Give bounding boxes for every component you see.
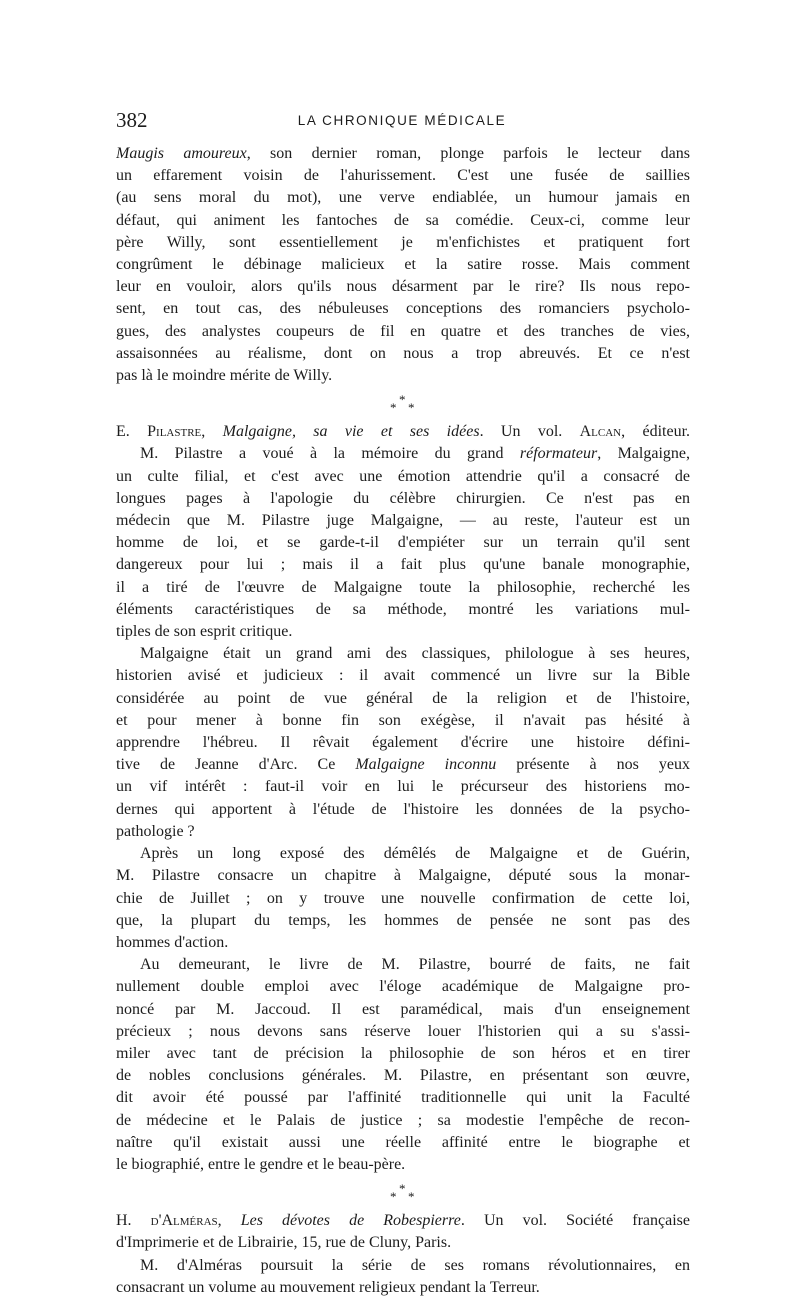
author-name: d'Alméras <box>150 1212 218 1230</box>
asterism-separator <box>116 387 690 421</box>
text-line: il a tiré de l'œuvre de Malgaigne toute la philosophie, recherché les <box>116 578 690 596</box>
text-line: sent, en tout cas, des nébuleuses conceptions des romanciers psycholo- <box>116 300 690 318</box>
pilastre-paragraph-4 <box>116 954 690 1176</box>
text-line: nullement double emploi avec l'éloge académique de Malgaigne pro- <box>116 978 690 996</box>
text-line: un culte filial, et c'est avec une émotion attendrie qu'il a consacré de <box>116 467 690 485</box>
text-line: congrûment le débinage malicieux et la satire rosse. Mais comment <box>116 256 690 274</box>
review-heading-almeras: H. d'Alméras, Les dévotes de Robespierre. Un vol. Société française <box>116 1212 690 1230</box>
asterism-separator <box>116 1176 690 1210</box>
review-heading-almeras-line2: d'Imprimerie et de Librairie, 15, rue de Cluny, Paris. <box>116 1234 452 1252</box>
page-header <box>116 108 688 138</box>
star-mark: * <box>390 400 397 416</box>
review-heading-pilastre: E. Pilastre, Malgaigne, sa vie et ses idées. Un vol. Alcan, éditeur. <box>116 423 690 441</box>
book-title: Malgaigne, sa vie et ses idées <box>222 423 480 441</box>
text-line: dit avoir été poussé par l'affinité traditionnelle qui unit la Faculté <box>116 1089 690 1107</box>
star-mark: * <box>399 1181 406 1197</box>
text-line: M. Pilastre a voué à la mémoire du grand réformateur, Malgaigne, <box>140 445 690 463</box>
text-line: (au sens moral du mot), une verve endiablée, un humour jamais en <box>116 189 690 207</box>
text-line: M. d'Alméras poursuit la série de ses romans révolutionnaires, en <box>140 1256 690 1274</box>
text-line: défaut, qui animent les fantoches de sa comédie. Ceux-ci, comme leur <box>116 211 690 229</box>
text-line: médecin que M. Pilastre juge Malgaigne, — au reste, l'auteur est un <box>116 512 690 530</box>
text-line: de médecine et le Palais de justice ; sa modestie l'empêche de recon- <box>116 1111 690 1129</box>
text-line: éléments caractéristiques de sa méthode, montré les variations mul- <box>116 600 690 618</box>
text-line: dernes qui apportent à l'étude de l'histoire les données de la psycho- <box>116 800 690 818</box>
text-line: un vif intérêt : faut-il voir en lui le précurseur des historiens mo- <box>116 778 690 796</box>
text-line: dangereux pour lui ; mais il a fait plus qu'une banale monographie, <box>116 556 690 574</box>
willy-paragraph <box>116 143 690 387</box>
text-line: père Willy, sont essentiellement je m'enfichistes et pratiquent fort <box>116 233 690 251</box>
text-line: M. Pilastre consacre un chapitre à Malgaigne, député sous la monar- <box>116 867 690 885</box>
text-line: tive de Jeanne d'Arc. Ce Malgaigne inconnu présente à nos yeux <box>116 756 690 774</box>
publisher-name: Alcan <box>579 423 622 441</box>
text-line: leur en vouloir, alors qu'ils nous désarment par le rire? Ils nous repo- <box>116 278 690 296</box>
text-line: pathologie ? <box>116 822 195 840</box>
text-line: Maugis amoureux, son dernier roman, plonge parfois le lecteur dans <box>116 145 690 162</box>
page-number: 382 <box>116 108 148 132</box>
almeras-paragraph-1 <box>116 1255 690 1299</box>
pilastre-paragraph-2 <box>116 643 690 843</box>
text-line: miler avec tant de précision la philosophie de son héros et en tirer <box>116 1044 690 1062</box>
text-line: et pour mener à bonne fin son exégèse, il n'avait pas hésité à <box>116 711 690 729</box>
text-line: gues, des analystes coupeurs de fil en quatre et des tranches de vies, <box>116 322 690 340</box>
italic-title: Maugis amoureux <box>116 145 247 162</box>
star-mark: * <box>399 392 406 408</box>
text-line: le biographié, entre le gendre et le beau-père. <box>116 1155 406 1173</box>
text-line: Malgaigne était un grand ami des classiques, philologue à ses heures, <box>140 645 690 663</box>
text-line: chie de Juillet ; on y trouve une nouvelle confirmation de cette loi, <box>116 889 690 907</box>
text-line: précieux ; nous devons sans réserve louer l'historien qui a su s'assi- <box>116 1022 690 1040</box>
star-mark: * <box>408 1189 415 1205</box>
pilastre-paragraph-1 <box>116 443 690 643</box>
text-line: Au demeurant, le livre de M. Pilastre, bourré de faits, ne fait <box>140 956 690 974</box>
text-line: consacrant un volume au mouvement religieux pendant la Terreur. <box>116 1278 540 1296</box>
text-line: historien avisé et judicieux : il avait commencé un livre sur la Bible <box>116 667 690 685</box>
text-line: homme de loi, et se garde-t-il d'empiéter sur un terrain qu'il sent <box>116 534 690 552</box>
text-line: hommes d'action. <box>116 933 229 951</box>
text-line: de nobles conclusions générales. M. Pilastre, en présentant son œuvre, <box>116 1067 690 1085</box>
star-mark: * <box>408 400 415 416</box>
pilastre-paragraph-3 <box>116 843 690 954</box>
text-line: considérée au point de vue général de la religion et de l'histoire, <box>116 689 690 707</box>
text-line: assaisonnées au réalisme, dont on nous a trop abreuvés. Et ce n'est <box>116 344 690 362</box>
star-mark: * <box>390 1189 397 1205</box>
text-line: noncé par M. Jaccoud. Il est paramédical, mais d'un enseignement <box>116 1000 690 1018</box>
text-line: tiples de son esprit critique. <box>116 623 293 641</box>
text-line: apprendre l'hébreu. Il rêvait également d'écrire une histoire défini- <box>116 734 690 752</box>
author-name: Pilastre <box>147 423 202 441</box>
page-content <box>116 143 690 1299</box>
text-line: que, la plupart du temps, les hommes de pensée ne sont pas des <box>116 911 690 929</box>
text-line: pas là le moindre mérite de Willy. <box>116 367 333 385</box>
text-line: longues pages à l'apologie du célèbre chirurgien. Ce n'est pas en <box>116 489 690 507</box>
running-title: LA CHRONIQUE MÉDICALE <box>297 113 507 128</box>
book-title: Les dévotes de Robespierre <box>240 1212 461 1230</box>
text-line: un effarement voisin de l'ahurissement. C'est une fusée de saillies <box>116 167 690 185</box>
text-line: Après un long exposé des démêlés de Malgaigne et de Guérin, <box>140 845 690 863</box>
text-line: naître qu'il existait aussi une réelle affinité entre le biographe et <box>116 1133 690 1151</box>
